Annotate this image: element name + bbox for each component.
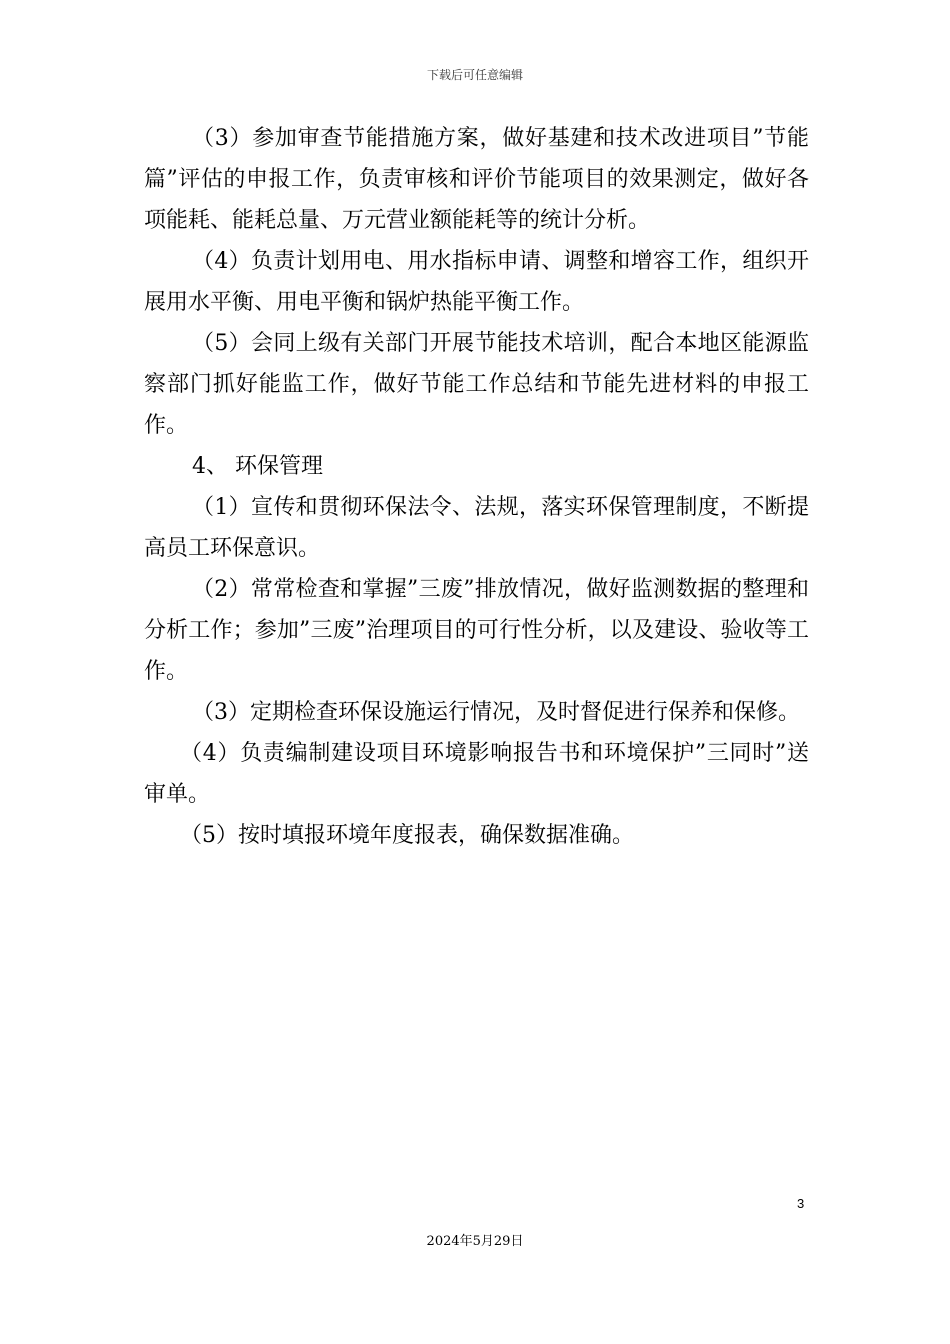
paragraph: （3）定期检查环保设施运行情况，及时督促进行保养和保修。 (192, 700, 800, 725)
paragraph: （4）负责编制建设项目环境影响报告书和环境保护”三同时”送审单。 (144, 741, 809, 807)
paragraph: （5）按时填报环境年度报表，确保数据准确。 (180, 823, 634, 848)
page-header: 下载后可任意编辑 (426, 68, 523, 82)
paragraph: （3）参加审查节能措施方案，做好基建和技术改进项目”节能篇”评估的申报工作，负责审核和评价节能项目的效果测定，做好各项能耗、能耗总量、万元营业额能耗等的统计分析。 (144, 126, 809, 233)
paragraph: （1）宣传和贯彻环保法令、法规，落实环保管理制度，不断提高员工环保意识。 (144, 495, 809, 561)
document-body (144, 118, 809, 856)
paragraph: （2）常常检查和掌握”三废”排放情况，做好监测数据的整理和分析工作；参加”三废”治理项目的可行性分析，以及建设、验收等工作。 (144, 577, 809, 684)
section-heading: 4、 环保管理 (192, 454, 323, 479)
paragraph: （4）负责计划用电、用水指标申请、调整和增容工作，组织开展用水平衡、用电平衡和锅炉热能平衡工作。 (144, 249, 809, 315)
footer-date: 2024年5月29日 (426, 1234, 524, 1249)
paragraph: （5）会同上级有关部门开展节能技术培训，配合本地区能源监察部门抓好能监工作，做好节能工作总结和节能先进材料的申报工作。 (144, 331, 809, 438)
page-number: 3 (797, 1196, 805, 1211)
